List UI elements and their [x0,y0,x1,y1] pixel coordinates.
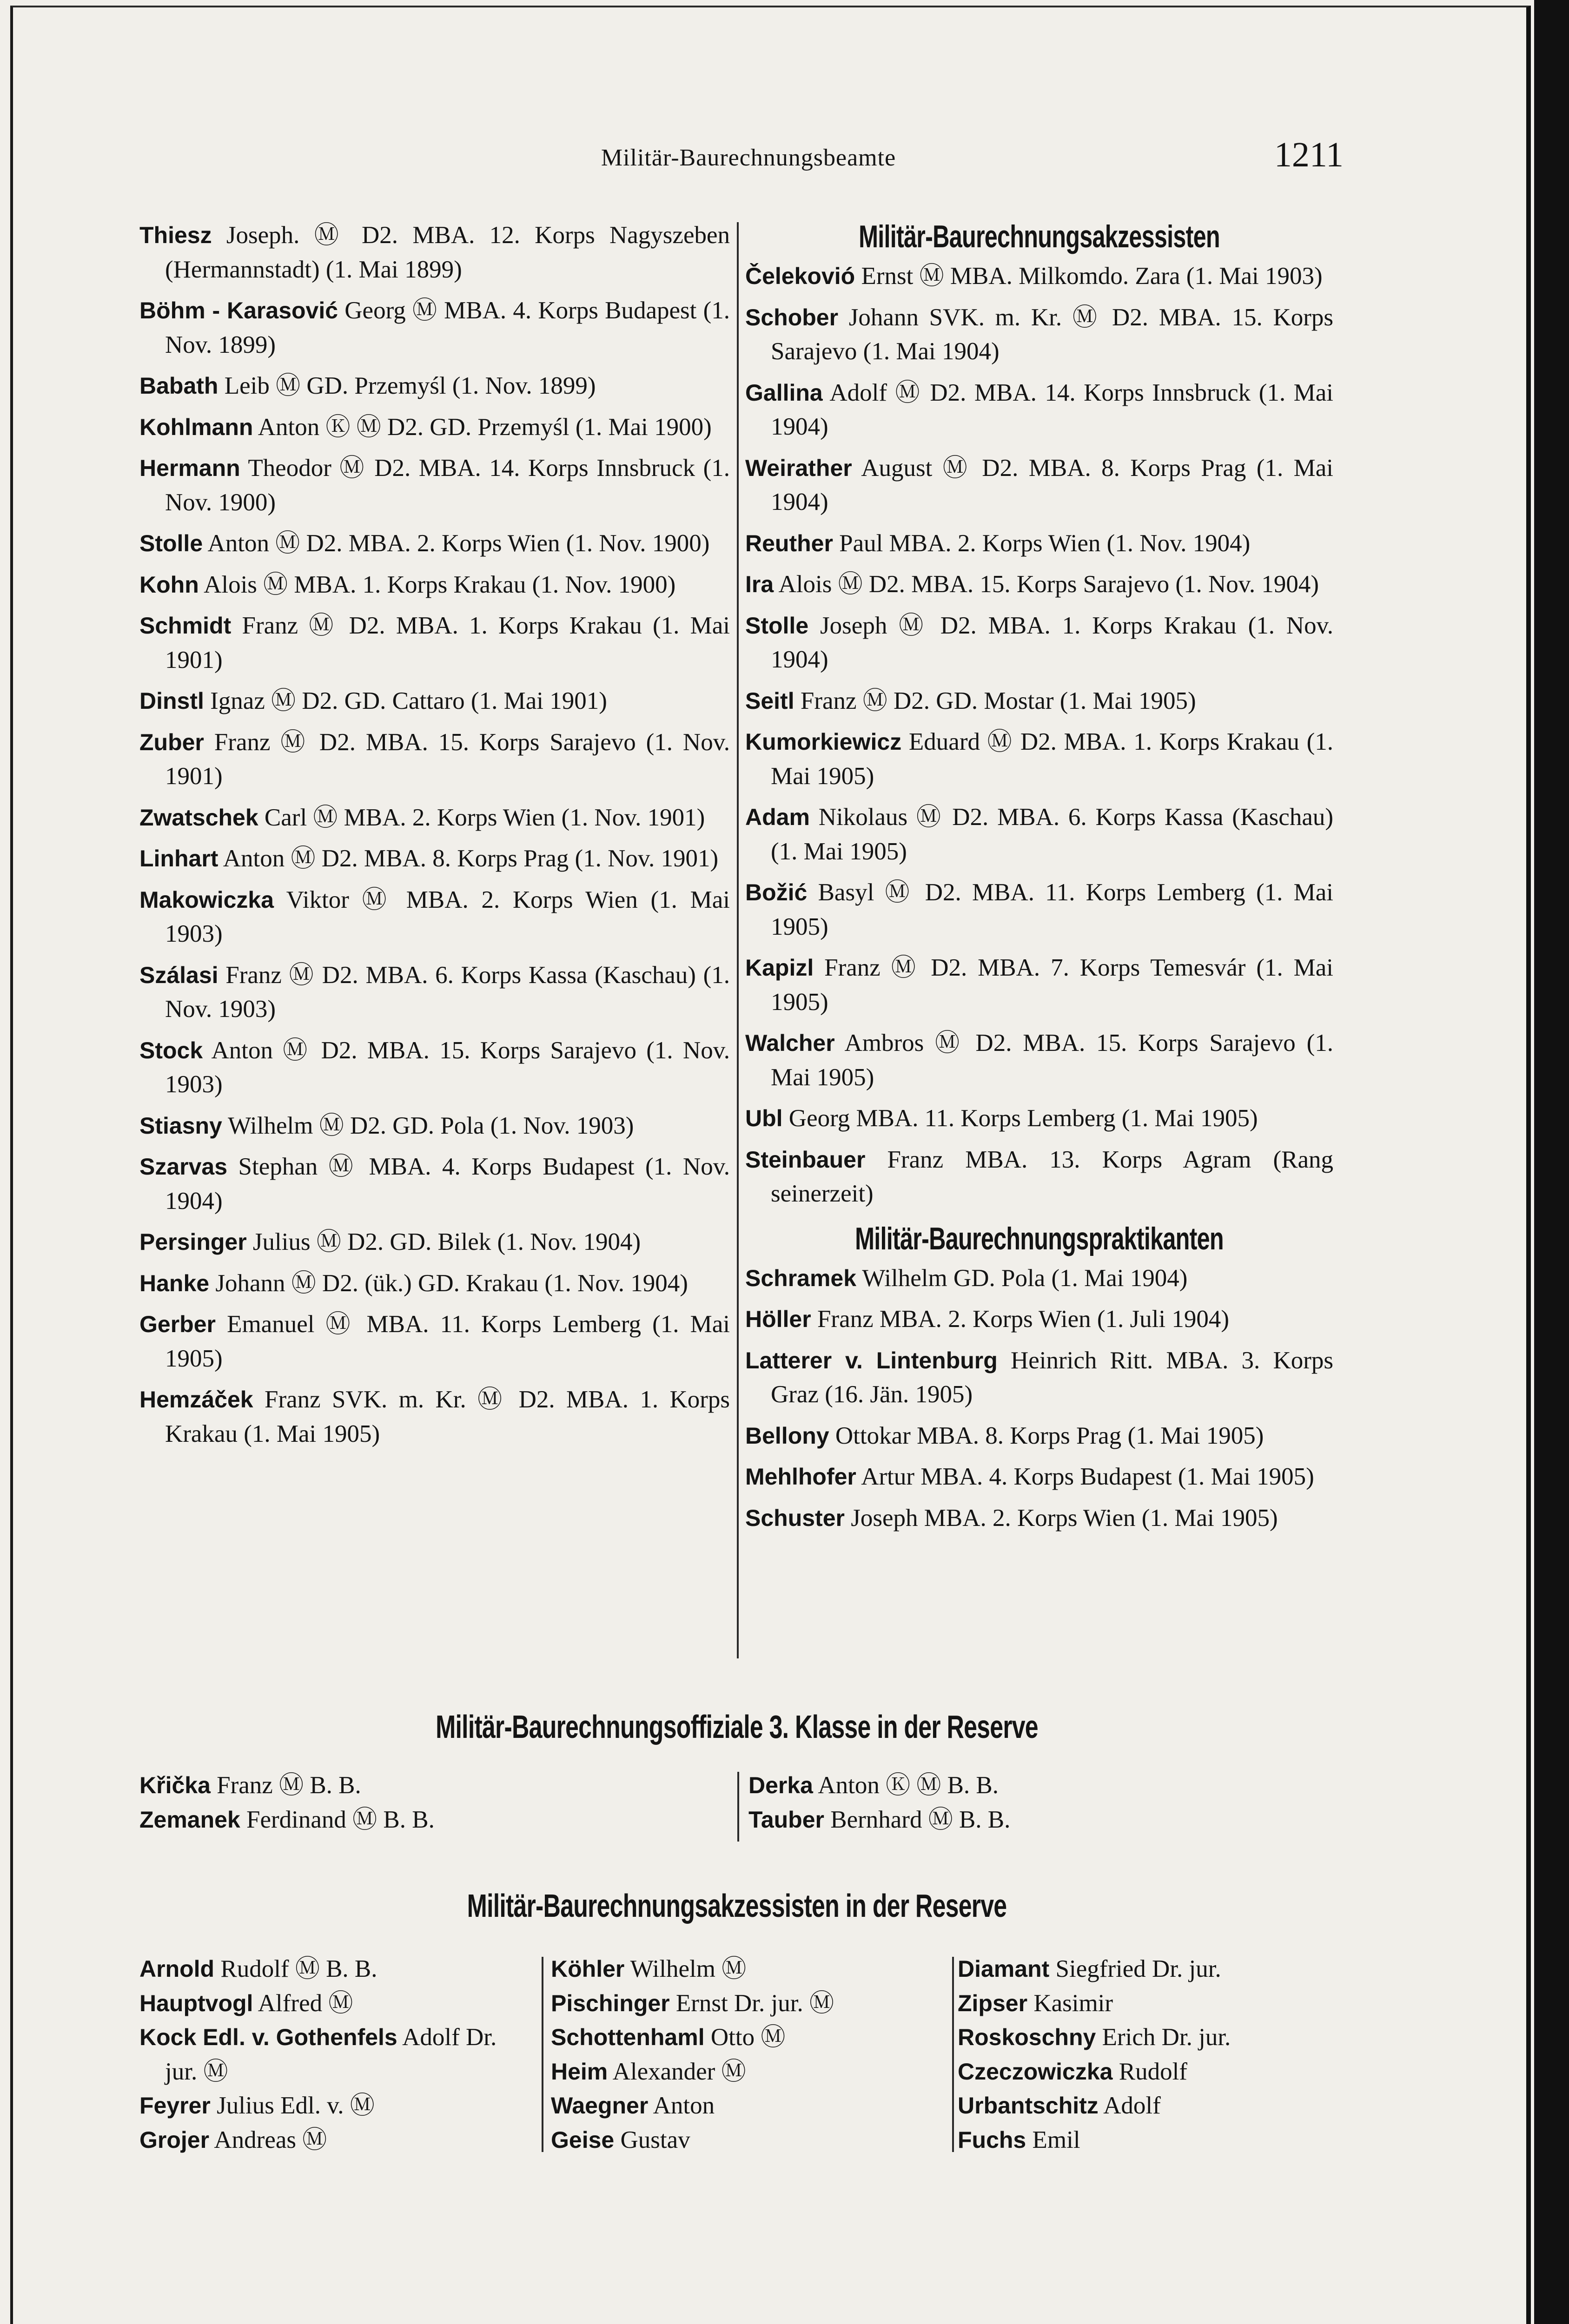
surname: Persinger [139,1229,247,1255]
reserve-officials-left [139,1769,730,1837]
column-divider [737,222,739,1658]
surname: Thiesz [139,222,212,248]
list-item [139,369,730,403]
surname: Křička [139,1772,211,1798]
entry-text: Johann SVK. m. Kr. Ⓜ D2. MBA. 15. Korps Sarajevo (1. Mai 1904) [771,304,1334,365]
list-item [958,1987,1334,2021]
surname: Zemanek [139,1806,240,1833]
entry-text: Heinrich Ritt. MBA. 3. Korps Graz (16. Jän. 1905) [771,1347,1333,1408]
list-item [139,1952,530,1987]
surname: Urbantschitz [958,2093,1099,2119]
entry-text: Franz SVK. m. Kr. Ⓜ D2. MBA. 1. Korps Krakau (1. Mai 1905) [165,1386,730,1447]
entry-text: Ambros Ⓜ D2. MBA. 15. Korps Sarajevo (1. Mai 1905) [771,1030,1333,1091]
entry-text: Paul MBA. 2. Korps Wien (1. Nov. 1904) [839,529,1251,557]
surname: Ubl [745,1105,783,1131]
list-item [745,725,1333,793]
surname: Steinbauer [745,1146,866,1173]
surname: Latterer v. Lintenburg [745,1347,998,1373]
surname: Pischinger [551,1990,670,2016]
surname: Linhart [139,845,218,872]
surname: Babath [139,373,218,399]
list-item [139,1383,730,1451]
entry-text: Leib Ⓜ GD. Przemyśl (1. Nov. 1899) [224,372,596,399]
list-item [958,1952,1334,1987]
entry-text: Rudolf [1119,2058,1187,2085]
surname: Walcher [745,1030,835,1056]
list-item [748,1803,1334,1837]
surname: Böhm - Karasović [139,297,338,324]
column-divider [737,1772,739,1842]
list-item [139,451,730,520]
entry-text: Joseph Ⓜ D2. MBA. 1. Korps Krakau (1. Nov. 1904) [771,612,1333,673]
surname: Schmidt [139,613,232,639]
surname: Kapizl [745,955,814,981]
surname: Ira [745,571,774,597]
list-item [745,259,1333,294]
entry-text: Bernhard Ⓜ B. B. [830,1806,1011,1833]
entry-text: Franz MBA. 2. Korps Wien (1. Juli 1904) [817,1306,1229,1333]
list-item [139,842,730,876]
list-item [745,800,1333,869]
reserve-akzessisten-col2 [551,1952,946,2157]
entry-text: Ignaz Ⓜ D2. GD. Cattaro (1. Mai 1901) [210,687,607,714]
list-item [551,1952,946,1987]
entry-text: Theodor Ⓜ D2. MBA. 14. Korps Innsbruck (1. Nov. 1900) [165,455,730,516]
surname: Stock [139,1037,203,1063]
surname: Heim [551,2058,608,2085]
surname: Reuther [745,530,833,556]
list-item [139,2089,530,2123]
surname: Geise [551,2126,615,2153]
surname: Köhler [551,1956,625,1982]
reserve-akzessisten-col1 [139,1952,530,2157]
entry-text: Carl Ⓜ MBA. 2. Korps Wien (1. Nov. 1901) [264,804,705,831]
surname: Zuber [139,729,204,755]
entry-text: Andreas Ⓜ [214,2126,327,2153]
list-item [139,684,730,719]
surname: Stolle [745,612,809,639]
entry-text: Otto Ⓜ [710,2024,786,2051]
section-title-reserve-akzessisten: Militär-Baurechnungsakzessisten in der Reserve [467,1888,1007,1924]
entry-text: Anton Ⓚ Ⓜ D2. GD. Przemyśl (1. Mai 1900) [258,413,712,441]
surname: Stiasny [139,1112,222,1139]
list-item [745,876,1333,944]
list-item [139,1987,530,2021]
entry-text: Franz MBA. 13. Korps Agram (Rang seinerzeit) [771,1146,1334,1207]
entry-text: Franz Ⓜ D2. MBA. 1. Korps Krakau (1. Mai 1901) [165,612,730,673]
list-item [745,1302,1333,1337]
entry-text: Adolf [1103,2092,1161,2119]
list-item [139,1769,730,1803]
entry-text: Gustav [620,2126,690,2153]
list-item [745,376,1333,444]
list-item [745,451,1333,520]
list-item [551,2055,946,2089]
surname: Feyrer [139,2093,211,2119]
entry-text: Ferdinand Ⓜ B. B. [246,1806,435,1833]
surname: Adam [745,804,810,830]
entry-text: Georg Ⓜ MBA. 4. Korps Budapest (1. Nov. 1899) [165,297,730,358]
list-item [139,1109,730,1143]
list-item [139,410,730,445]
list-item [958,2055,1334,2089]
list-item [139,1225,730,1260]
list-item [139,2123,530,2158]
list-item [139,1267,730,1301]
entry-text: Stephan Ⓜ MBA. 4. Korps Budapest (1. Nov. 1904) [165,1153,730,1215]
column-divider [952,1957,954,2152]
surname: Seitl [745,687,794,714]
entry-text: Emanuel Ⓜ MBA. 11. Korps Lemberg (1. Mai 1905) [165,1311,730,1372]
entry-text: Alfred Ⓜ [258,1989,353,2017]
entry-text: Alois Ⓜ D2. MBA. 15. Korps Sarajevo (1. Nov. 1904) [778,571,1319,598]
entry-text: Kasimir [1033,1989,1113,2017]
surname: Diamant [958,1956,1050,1982]
list-item [139,527,730,561]
entry-text: Joseph MBA. 2. Korps Wien (1. Mai 1905) [851,1504,1278,1532]
list-item [139,2020,530,2089]
list-item [745,1143,1333,1211]
list-item [139,1307,730,1376]
entry-text: Adolf Dr. jur. Ⓜ [165,2024,497,2085]
page-edge [1534,0,1569,2324]
surname: Szarvas [139,1154,228,1180]
entry-text: Anton [653,2092,715,2119]
surname: Stolle [139,530,203,556]
surname: Höller [745,1306,811,1332]
surname: Schottenhaml [551,2024,705,2050]
entry-text: Ernst Ⓜ MBA. Milkomdo. Zara (1. Mai 1903) [861,263,1323,290]
entry-text: Anton Ⓜ D2. MBA. 15. Korps Sarajevo (1. Nov. 1903) [165,1037,730,1098]
entry-text: Joseph. Ⓜ D2. MBA. 12. Korps Nagyszeben (Hermannstadt) (1. Mai 1899) [165,222,730,283]
surname: Hemzáček [139,1386,253,1413]
list-item [551,2020,946,2055]
section-title-reserve-officials: Militär-Baurechnungsoffiziale 3. Klasse in der Reserve [436,1709,1038,1745]
list-item [745,609,1333,677]
surname: Czeczowiczka [958,2058,1113,2085]
section-title-akzessisten: Militär-Baurechnungsakzessisten [859,219,1220,254]
entry-text: Siegfried Dr. jur. [1055,1955,1221,1982]
entry-text: Artur MBA. 4. Korps Budapest (1. Mai 1905) [861,1463,1314,1490]
list-item [139,218,730,287]
list-item [745,1026,1333,1095]
entry-text: Franz Ⓜ B. B. [217,1772,361,1799]
list-item [551,1987,946,2021]
list-item [745,1419,1333,1453]
surname: Zipser [958,1990,1028,2016]
list-item [745,527,1333,561]
surname: Hanke [139,1270,210,1296]
surname: Čelekovió [745,263,855,289]
surname: Zwatschek [139,804,258,831]
entry-text: Viktor Ⓜ MBA. 2. Korps Wien (1. Mai 1903) [165,886,730,947]
entry-text: Alois Ⓜ MBA. 1. Korps Krakau (1. Nov. 1900) [204,571,676,598]
surname: Kumorkiewicz [745,729,902,755]
surname: Gallina [745,379,823,406]
surname: Schober [745,304,839,330]
surname: Roskoschny [958,2024,1096,2050]
surname: Hermann [139,455,240,481]
entry-text: Johann Ⓜ D2. (ük.) GD. Krakau (1. Nov. 1904) [215,1269,688,1297]
list-item [139,1150,730,1218]
surname: Fuchs [958,2126,1026,2153]
list-item [958,2089,1334,2123]
surname: Božić [745,879,808,905]
entry-text: Anton Ⓚ Ⓜ B. B. [818,1772,999,1799]
column-divider [542,1957,543,2152]
entry-text: Julius Ⓜ D2. GD. Bilek (1. Nov. 1904) [252,1228,641,1255]
surname: Arnold [139,1956,215,1982]
entry-text: Anton Ⓜ D2. MBA. 2. Korps Wien (1. Nov. 1900) [207,530,710,557]
entry-text: Alexander Ⓜ [612,2058,746,2085]
entry-text: Basyl Ⓜ D2. MBA. 11. Korps Lemberg (1. Mai 1905) [771,879,1333,940]
surname: Mehlhofer [745,1464,856,1490]
entry-text: Wilhelm GD. Pola (1. Mai 1904) [862,1264,1188,1292]
surname: Bellony [745,1422,829,1449]
entry-text: Franz Ⓜ D2. MBA. 15. Korps Sarajevo (1. Nov. 1901) [165,728,730,790]
list-item [745,1460,1333,1494]
surname: Grojer [139,2126,210,2153]
list-item [139,883,730,951]
surname: Kohn [139,571,199,598]
surname: Gerber [139,1311,216,1337]
entry-text: Franz Ⓜ D2. MBA. 6. Korps Kassa (Kaschau) (1. Nov. 1903) [165,961,730,1023]
entry-text: Ernst Dr. jur. Ⓜ [675,1989,834,2017]
list-item [745,951,1333,1019]
entry-text: Eduard Ⓜ D2. MBA. 1. Korps Krakau (1. Mai 1905) [771,728,1334,790]
list-item [745,1102,1333,1136]
list-item [745,684,1333,719]
list-item [745,568,1333,602]
entry-text: Rudolf Ⓜ B. B. [220,1955,377,1982]
list-item [139,1803,730,1837]
list-item [551,2123,946,2158]
surname: Derka [748,1772,813,1798]
surname: Kohlmann [139,414,253,440]
entry-text: Nikolaus Ⓜ D2. MBA. 6. Korps Kassa (Kaschau) (1. Mai 1905) [771,804,1334,865]
surname: Waegner [551,2093,649,2119]
list-item [745,301,1333,369]
reserve-akzessisten-col3 [958,1952,1334,2157]
surname: Hauptvogl [139,1990,253,2016]
surname: Kock Edl. v. Gothenfels [139,2024,397,2050]
list-item [139,726,730,794]
entry-text: August Ⓜ D2. MBA. 8. Korps Prag (1. Mai 1904) [771,454,1333,515]
entry-text: Erich Dr. jur. [1102,2024,1231,2051]
list-item [139,958,730,1027]
list-item [139,294,730,362]
list-item [958,2020,1334,2055]
list-item [139,568,730,602]
surname: Schramek [745,1265,857,1291]
page-number: 1211 [1274,135,1344,174]
list-item [551,2089,946,2123]
entry-text: Anton Ⓜ D2. MBA. 8. Korps Prag (1. Nov. 1901) [223,845,719,872]
surname: Dinstl [139,688,204,714]
list-item [748,1769,1334,1803]
reserve-officials-right [748,1769,1334,1837]
list-item [139,1034,730,1102]
entry-text: Emil [1032,2126,1080,2153]
entry-text: Georg MBA. 11. Korps Lemberg (1. Mai 1905) [788,1105,1258,1132]
surname: Schuster [745,1505,845,1531]
list-item [745,1261,1333,1296]
right-column [745,218,1333,1542]
list-item [745,1501,1333,1536]
entry-text: Wilhelm Ⓜ D2. GD. Pola (1. Nov. 1903) [228,1112,634,1139]
surname: Tauber [748,1806,824,1833]
entry-text: Franz Ⓜ D2. MBA. 7. Korps Temesvár (1. Mai 1905) [771,954,1334,1016]
section-title-praktikanten: Militär-Baurechnungspraktikanten [855,1221,1224,1256]
list-item [139,801,730,835]
entry-text: Franz Ⓜ D2. GD. Mostar (1. Mai 1905) [800,687,1196,714]
surname: Makowiczka [139,886,274,913]
surname: Weirather [745,455,852,481]
entry-text: Adolf Ⓜ D2. MBA. 14. Korps Innsbruck (1. Mai 1904) [771,379,1334,440]
surname: Szálasi [139,962,218,988]
left-column [139,218,730,1458]
entry-text: Ottokar MBA. 8. Korps Prag (1. Mai 1905) [835,1422,1264,1449]
list-item [745,1344,1333,1412]
running-title: Militär-Baurechnungsbeamte [601,145,896,171]
list-item [958,2123,1334,2158]
entry-text: Julius Edl. v. Ⓜ [217,2092,375,2119]
entry-text: Wilhelm Ⓜ [630,1955,747,1982]
list-item [139,609,730,677]
